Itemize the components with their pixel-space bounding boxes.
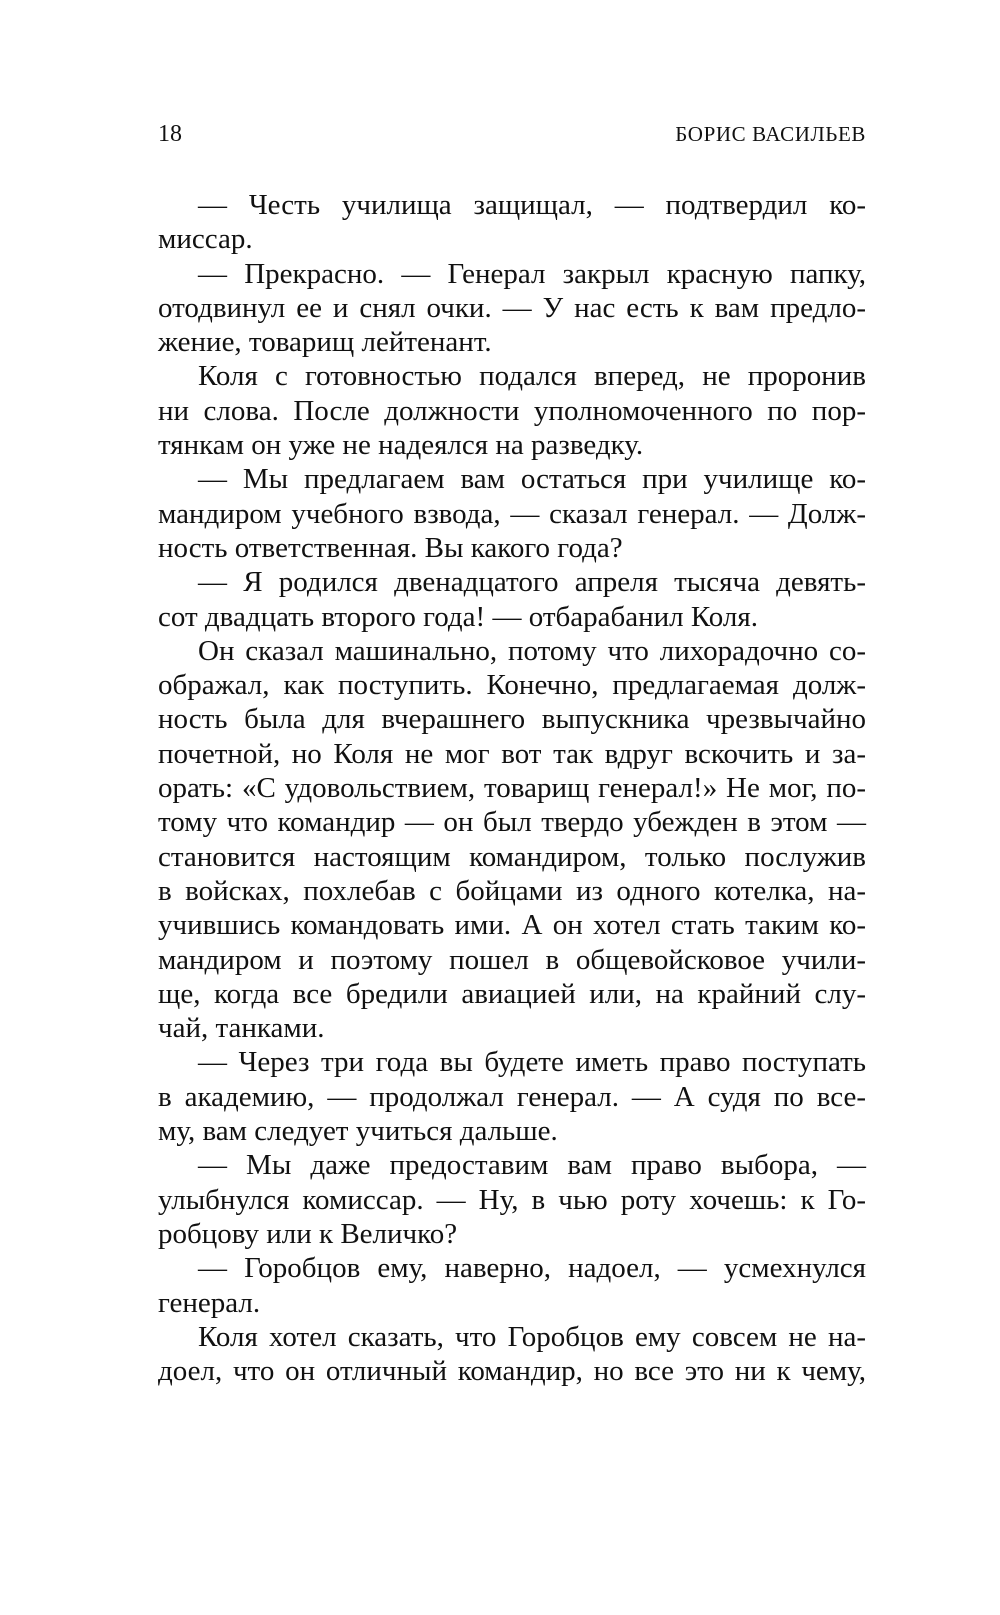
- running-head-author: БОРИС ВАСИЛЬЕВ: [675, 122, 866, 146]
- text-line: Он сказал машинально, потому что лихорадочно со-: [198, 634, 866, 667]
- text-line: мандиром и поэтому пошел в общевойсковое учили-: [158, 943, 866, 976]
- text-line: почетной, но Коля не мог вот так вдруг вскочить и за-: [158, 737, 866, 770]
- text-line: отодвинул ее и снял очки. — У нас есть к вам предло-: [158, 291, 866, 324]
- text-line: ность была для вчерашнего выпускника чрезвычайно: [158, 703, 866, 736]
- text-line: в войсках, похлебав с бойцами из одного котелка, на-: [158, 874, 866, 907]
- text-line: ни слова. После должности уполномоченного по пор-: [158, 394, 866, 427]
- text-line: Коля хотел сказать, что Горобцов ему совсем не на-: [198, 1320, 866, 1353]
- text-line: Коля с готовностью подался вперед, не проронив: [198, 360, 866, 393]
- text-line: тянкам он уже не надеялся на разведку.: [158, 429, 644, 462]
- text-line: мандиром учебного взвода, — сказал генерал. — Долж-: [158, 497, 866, 530]
- text-line: тому что командир — он был твердо убежден в этом —: [158, 806, 866, 839]
- text-line: орать: «С удовольствием, товарищ генерал!» Не мог, по-: [158, 772, 866, 805]
- page-header: [158, 118, 866, 150]
- text-line: — Горобцов ему, наверно, надоел, — усмехнулся: [198, 1252, 866, 1285]
- text-line: — Мы предлагаем вам остаться при училище ко-: [198, 463, 866, 496]
- text-line: чай, танками.: [158, 1012, 325, 1045]
- text-line: доел, что он отличный командир, но все это ни к чему,: [158, 1355, 866, 1388]
- text-line: генерал.: [158, 1286, 261, 1319]
- text-line: — Через три года вы будете иметь право поступать: [198, 1046, 866, 1079]
- text-line: му, вам следует учиться дальше.: [158, 1115, 558, 1148]
- text-line: — Прекрасно. — Генерал закрыл красную папку,: [198, 257, 866, 290]
- text-line: — Мы даже предоставим вам право выбора, —: [198, 1149, 866, 1182]
- text-line: ще, когда все бредили авиацией или, на крайний слу-: [158, 977, 866, 1010]
- text-line: сот двадцать второго года! — отбарабанил Коля.: [158, 600, 758, 633]
- text-line: робцову или к Величко?: [158, 1217, 458, 1250]
- text-line: — Я родился двенадцатого апреля тысяча девять-: [198, 566, 866, 599]
- text-line: ображал, как поступить. Конечно, предлагаемая долж-: [158, 669, 866, 702]
- text-line: — Честь училища защищал, — подтвердил ко-: [198, 189, 866, 221]
- text-line: миссар.: [158, 223, 253, 256]
- text-line: улыбнулся комиссар. — Ну, в чью роту хочешь: к Го-: [158, 1183, 866, 1216]
- page-number: 18: [158, 121, 182, 147]
- text-line: ность ответственная. Вы какого года?: [158, 531, 623, 564]
- text-line: учившись командовать ими. А он хотел стать таким ко-: [158, 909, 866, 942]
- text-line: становится настоящим командиром, только послужив: [158, 840, 866, 873]
- text-line: жение, товарищ лейтенант.: [158, 326, 492, 359]
- body-text: [158, 188, 866, 1388]
- text-line: в академию, — продолжал генерал. — А судя по все-: [158, 1080, 866, 1113]
